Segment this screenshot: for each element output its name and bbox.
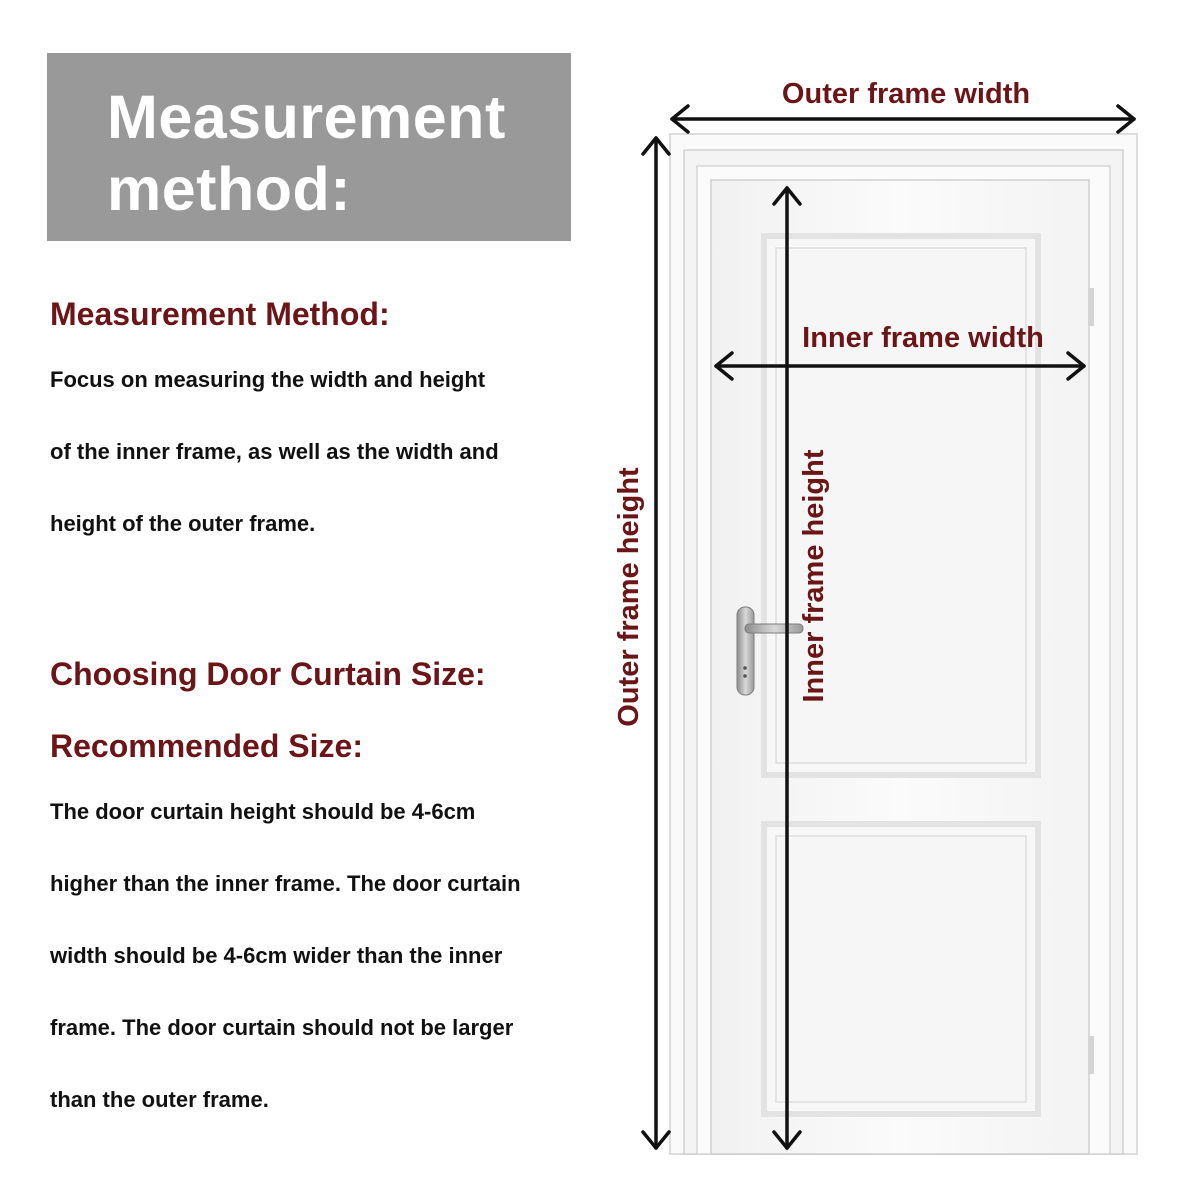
inner-frame-width-label: Inner frame width	[802, 322, 1044, 354]
inner-frame-height-label: Inner frame height	[798, 449, 830, 703]
recommended-line: width should be 4-6cm wider than the inner	[50, 943, 503, 968]
outer-height-arrow	[643, 138, 669, 1148]
recommended-line: than the outer frame.	[50, 1087, 269, 1112]
choosing-size-heading: Choosing Door Curtain Size:	[50, 656, 486, 692]
recommended-line: higher than the inner frame. The door curtain	[50, 871, 521, 896]
measurement-method-heading: Measurement Method:	[50, 296, 390, 332]
recommended-size-heading: Recommended Size:	[50, 728, 363, 764]
measurement-line: height of the outer frame.	[50, 511, 316, 536]
outer-frame-height-label: Outer frame height	[613, 467, 645, 727]
measurement-line: of the inner frame, as well as the width and	[50, 439, 499, 464]
recommended-line: The door curtain height should be 4-6cm	[50, 799, 476, 824]
outer-frame-width-label: Outer frame width	[781, 78, 1031, 110]
measurement-line: Focus on measuring the width and height	[50, 367, 486, 392]
recommended-line: frame. The door curtain should not be larger	[50, 1015, 514, 1040]
banner-title: Measurement method:	[107, 83, 506, 223]
